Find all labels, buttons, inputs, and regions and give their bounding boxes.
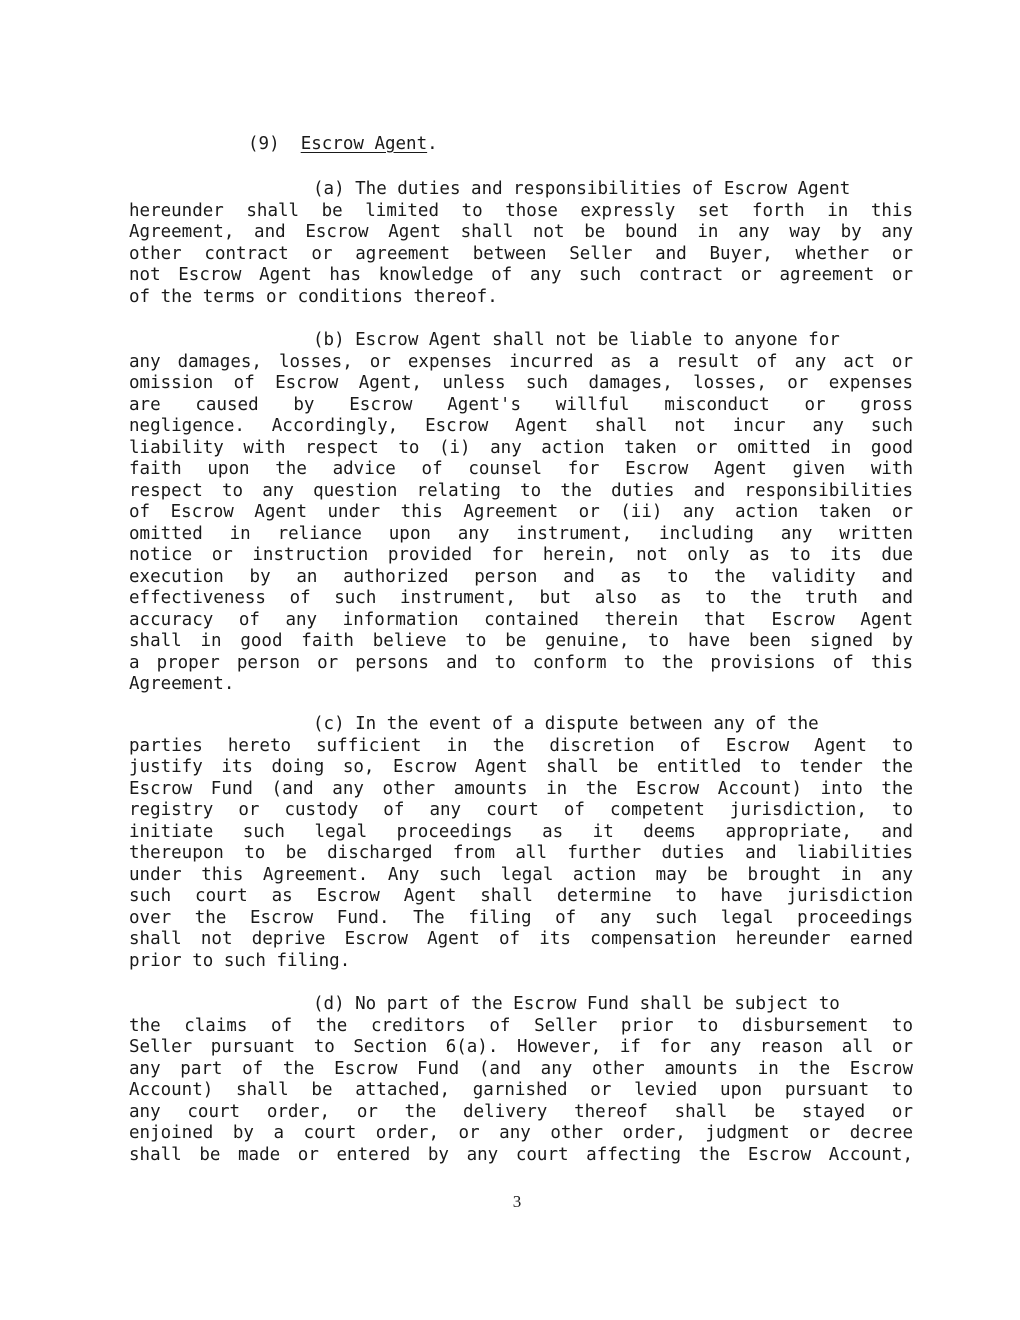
- text-line: shall be made or entered by any court affecting the Escrow Account,: [129, 1144, 913, 1165]
- text-line: justify its doing so, Escrow Agent shall be entitled to tender the: [129, 757, 913, 777]
- text-line: Escrow Fund (and any other amounts in the Escrow Account) into the: [129, 778, 913, 799]
- text-line: Agreement, and Escrow Agent shall not be bound in any way by any: [129, 222, 913, 242]
- text-line: (b) Escrow Agent shall not be liable to anyone for: [313, 330, 840, 350]
- text-line: execution by an authorized person and as to the validity and: [129, 566, 913, 587]
- text-line: liability with respect to (i) any action taken or omitted in good: [129, 437, 913, 458]
- text-line: registry or custody of any court of competent jurisdiction, to: [129, 800, 913, 820]
- text-line: are caused by Escrow Agent's willful misconduct or gross: [129, 394, 913, 415]
- text-line: shall not deprive Escrow Agent of its compensation hereunder earned: [129, 929, 913, 949]
- text-line: any part of the Escrow Fund (and any other amounts in the Escrow: [129, 1058, 913, 1079]
- text-line: omitted in reliance upon any instrument, including any written: [129, 523, 913, 544]
- text-line: respect to any question relating to the duties and responsibilities: [129, 480, 913, 501]
- text-line: shall in good faith believe to be genuine, to have been signed by: [129, 631, 913, 651]
- text-line: initiate such legal proceedings as it deems appropriate, and: [129, 821, 913, 842]
- section-title-period: .: [427, 134, 438, 154]
- text-line: (d) No part of the Escrow Fund shall be subject to: [313, 994, 840, 1014]
- text-line: accuracy of any information contained therein that Escrow Agent: [129, 609, 913, 630]
- section-number: (9): [248, 134, 280, 154]
- text-line: under this Agreement. Any such legal action may be brought in any: [129, 864, 913, 885]
- text-line: a proper person or persons and to conform to the provisions of this: [129, 652, 913, 673]
- section-heading: [248, 134, 438, 156]
- paragraph-b: [129, 330, 913, 696]
- text-line: hereunder shall be limited to those expressly set forth in this: [129, 200, 913, 221]
- text-line: prior to such filing.: [129, 950, 351, 971]
- text-line: thereupon to be discharged from all further duties and liabilities: [129, 843, 913, 863]
- text-line: the claims of the creditors of Seller prior to disbursement to: [129, 1015, 913, 1036]
- text-line: faith upon the advice of counsel for Escrow Agent given with: [129, 459, 913, 479]
- text-line: (a) The duties and responsibilities of Escrow Agent: [313, 179, 851, 199]
- text-line: enjoined by a court order, or any other order, judgment or decree: [129, 1123, 913, 1143]
- text-line: over the Escrow Fund. The filing of any such legal proceedings: [129, 907, 913, 928]
- text-line: (c) In the event of a dispute between any of the: [313, 714, 819, 734]
- text-line: any court order, or the delivery thereof shall be stayed or: [129, 1101, 913, 1122]
- text-line: negligence. Accordingly, Escrow Agent shall not incur any such: [129, 416, 913, 436]
- text-line: parties hereto sufficient in the discretion of Escrow Agent to: [129, 735, 913, 756]
- text-line: any damages, losses, or expenses incurred as a result of any act or: [129, 351, 913, 372]
- text-line: such court as Escrow Agent shall determine to have jurisdiction: [129, 886, 913, 906]
- page-number: 3: [512, 1192, 522, 1211]
- text-line: Agreement.: [129, 674, 235, 694]
- text-line: of Escrow Agent under this Agreement or (ii) any action taken or: [129, 502, 913, 522]
- text-line: notice or instruction provided for herein, not only as to its due: [129, 545, 913, 565]
- text-line: Seller pursuant to Section 6(a). However, if for any reason all or: [129, 1037, 913, 1057]
- paragraph-c: [129, 714, 913, 972]
- text-line: not Escrow Agent has knowledge of any such contract or agreement or: [129, 265, 913, 285]
- text-line: omission of Escrow Agent, unless such damages, losses, or expenses: [129, 373, 913, 393]
- text-line: of the terms or conditions thereof.: [129, 286, 498, 307]
- paragraph-a: [129, 179, 913, 308]
- section-title: Escrow Agent: [300, 134, 428, 154]
- text-line: Account) shall be attached, garnished or levied upon pursuant to: [129, 1080, 913, 1100]
- text-line: effectiveness of such instrument, but also as to the truth and: [129, 588, 913, 608]
- text-line: other contract or agreement between Seller and Buyer, whether or: [129, 243, 913, 264]
- paragraph-d: [129, 994, 913, 1166]
